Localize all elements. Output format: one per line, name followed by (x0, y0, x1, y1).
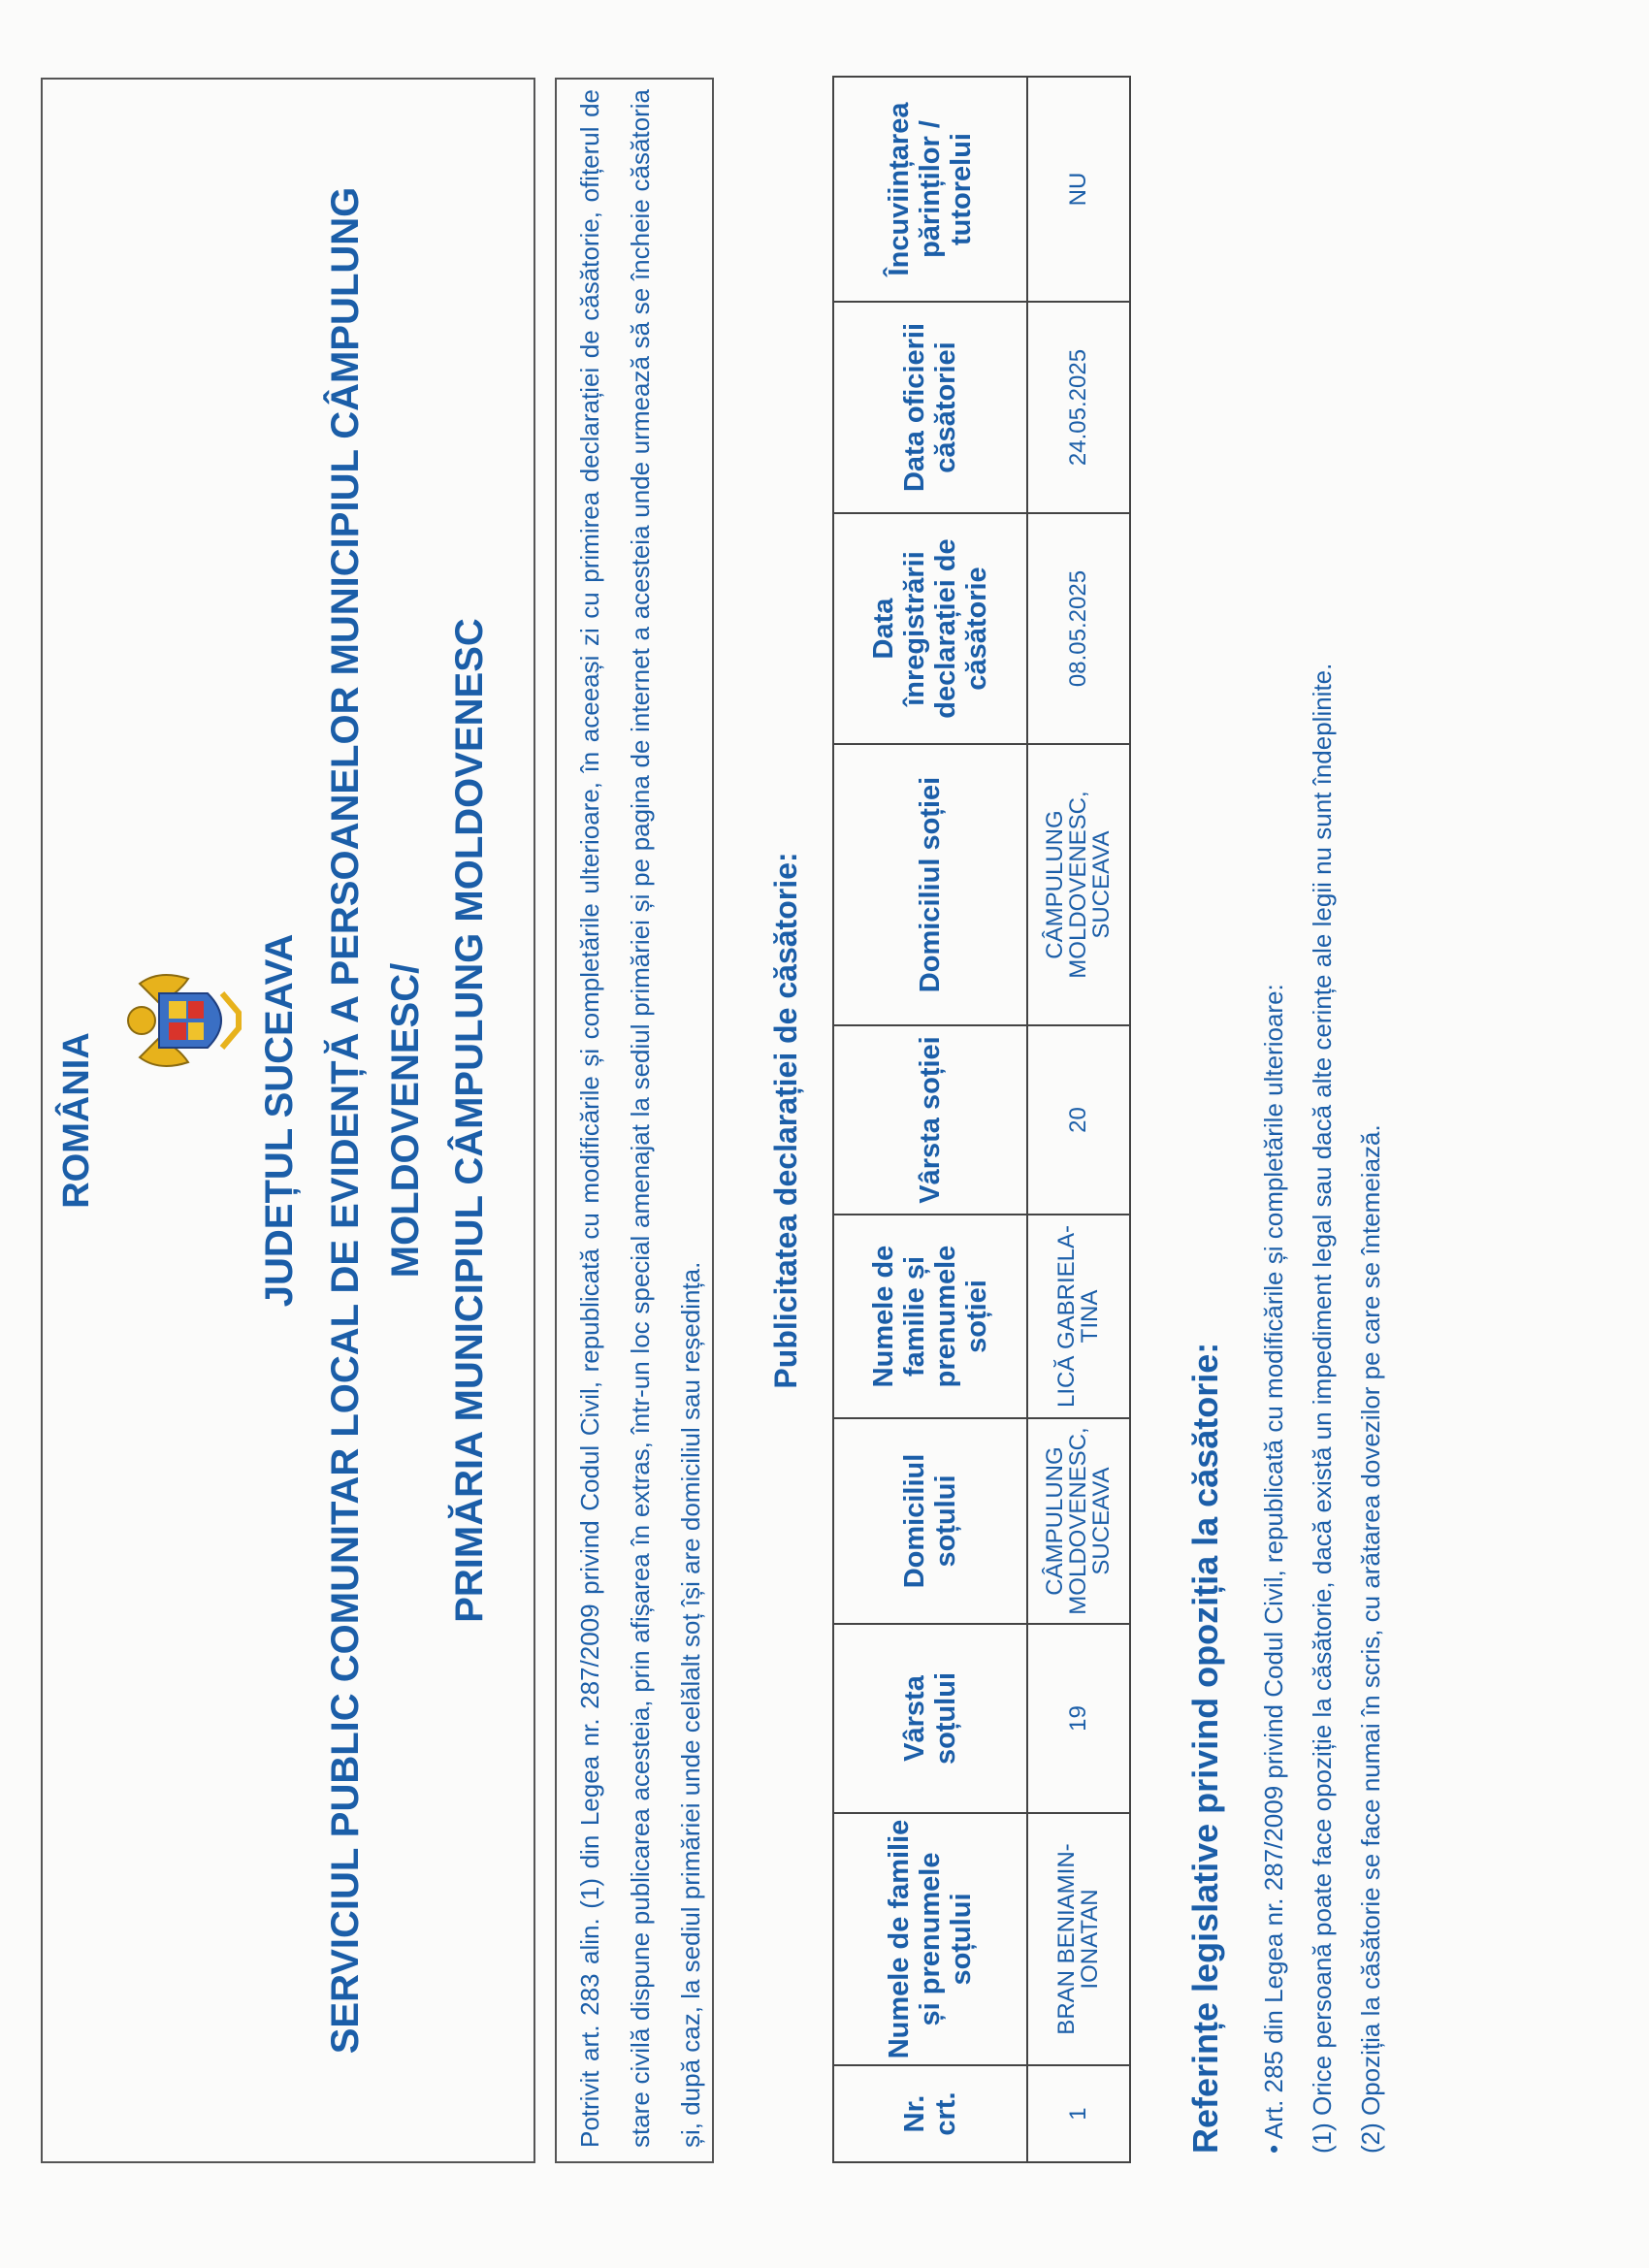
header-box (41, 78, 535, 2163)
table-row (1027, 77, 1130, 2162)
cell-wife-name: LICĂ GABRIELA-TINA (1027, 1215, 1130, 1418)
reference-line: • Art. 285 din Legea nr. 287/2009 privind Codul Civil, republicată cu modificările și completările ulterioare: (1259, 984, 1288, 2154)
county-title: JUDEȚUL SUCEAVA (258, 933, 301, 1308)
coat-of-arms-icon (120, 964, 244, 1077)
reference-line: (1) Orice persoană poate face opoziție la căsătorie, dacă există un impediment legal sau dacă alte cerințe ale legii nu sunt îndeplinite. (1308, 663, 1337, 2154)
header-wife-name: Numele de familie și prenumele soției (833, 1215, 1027, 1418)
header-nr: Nr. crt. (833, 2065, 1027, 2162)
cell-marriage-date: 24.05.2025 (1027, 302, 1130, 513)
cell-husband-name: BRAN BENIAMIN-IONATAN (1027, 1813, 1130, 2065)
service-title-line2: MOLDOVENESC/ (384, 962, 427, 1279)
header-husband-name: Numele de familie și prenumele soțului (833, 1813, 1027, 2065)
cell-husband-domicile: CÂMPULUNG MOLDOVENESC, SUCEAVA (1027, 1418, 1130, 1624)
declaration-table (832, 76, 1131, 2163)
country-title: ROMÂNIA (56, 1032, 97, 1209)
table-header-row (833, 77, 1027, 2162)
header-registration-date: Data înregistrării declarației de căsătorie (833, 513, 1027, 744)
service-title-line1: SERVICIUL PUBLIC COMUNITAR LOCAL DE EVIDENȚĂ A PERSOANELOR MUNICIPIUL CÂMPULUNG (324, 186, 367, 2055)
reference-line: (2) Opoziția la căsătorie se face numai în scris, cu arătarea dovezilor pe care se întemeiază. (1356, 1124, 1385, 2154)
cell-wife-domicile: CÂMPULUNG MOLDOVENESC, SUCEAVA (1027, 744, 1130, 1025)
cell-registration-date: 08.05.2025 (1027, 513, 1130, 744)
header-wife-age: Vârsta soției (833, 1025, 1027, 1215)
cell-husband-age: 19 (1027, 1624, 1130, 1813)
cell-consent: NU (1027, 77, 1130, 302)
mayoralty-title: PRIMĂRIA MUNICIPIUL CÂMPULUNG MOLDOVENESC (448, 618, 491, 1623)
intro-paragraph: Potrivit art. 283 alin. (1) din Legea nr. 287/2009 privind Codul Civil, republicată cu modificările și completările ulterioare, în aceeași zi cu primirea declarației de căsătorie, ofițerul de stare civilă dispune publicarea acesteia, prin afișarea în extras, într-un loc special amenajat la sediul primăriei și pe pagina de internet a acesteia unde urmează să se încheie căsătoria și, după caz, la sediul primăriei unde celălalt soț își are domiciliul sau reședința. (555, 78, 714, 2163)
references-title: Referințe legislative privind opoziția la căsătorie: (1185, 1342, 1225, 2154)
header-marriage-date: Data oficierii căsătoriei (833, 302, 1027, 513)
header-husband-domicile: Domiciliul soțului (833, 1418, 1027, 1624)
cell-wife-age: 20 (1027, 1025, 1130, 1215)
references-list (1249, 116, 1395, 2154)
cell-nr: 1 (1027, 2065, 1130, 2162)
table-title: Publicitatea declarației de căsătorie: (768, 852, 803, 1389)
header-husband-age: Vârsta soțului (833, 1624, 1027, 1813)
header-wife-domicile: Domiciliul soției (833, 744, 1027, 1025)
header-consent: Încuviințarea părinților / tutorelui (833, 77, 1027, 302)
